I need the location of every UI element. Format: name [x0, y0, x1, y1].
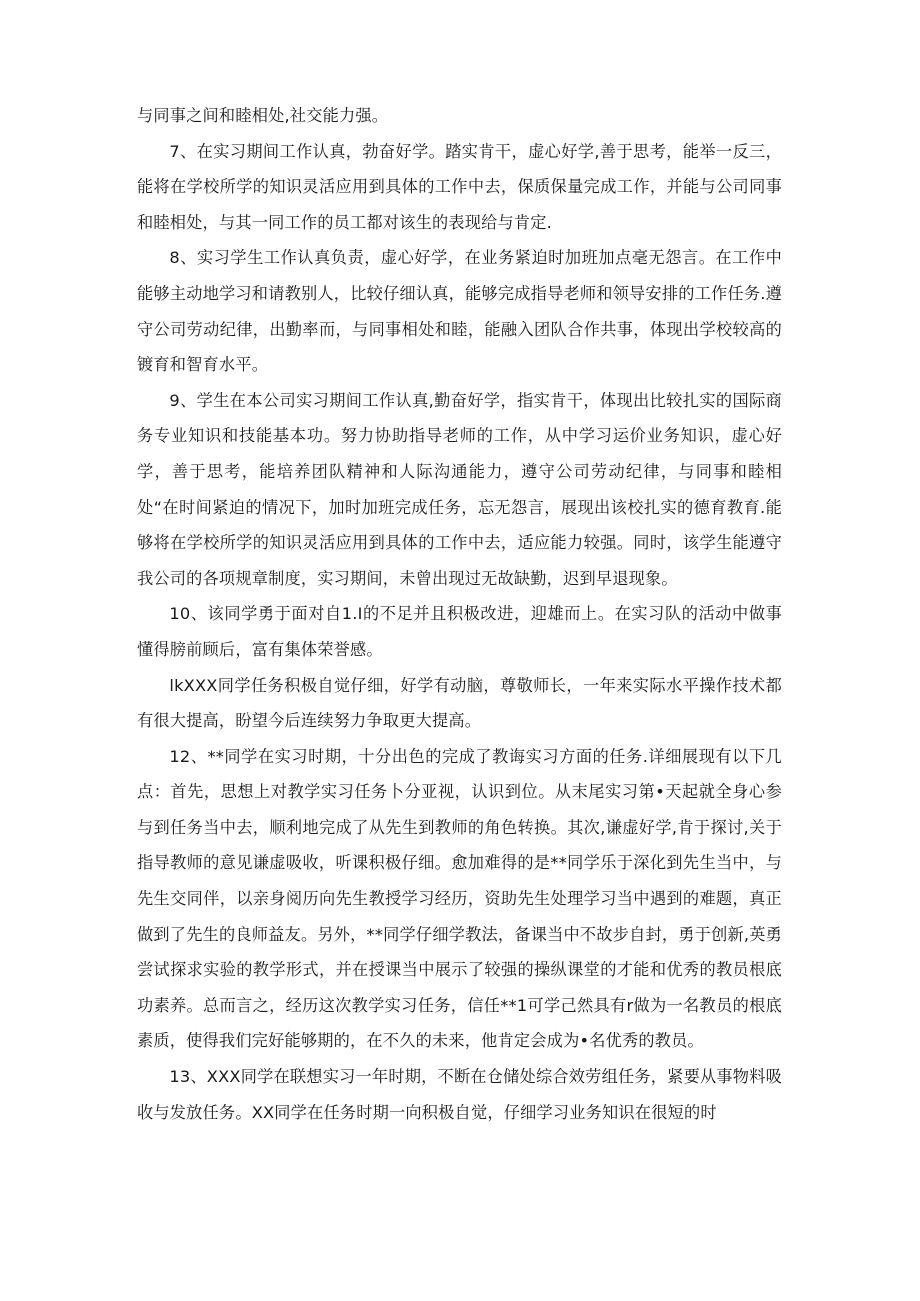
document-body: [137, 98, 782, 1130]
paragraph: 13、XXX同学在联想实习一年时期，不断在仓储处综合效劳组任务，紧要从事物料吸收与发放任务。XX同学在任务时期一向积极自觉，仔细学习业务知识在很短的时: [137, 1067, 782, 1122]
paragraph: 8、实习学生工作认真负责，虚心好学，在业务紧迫时加班加点毫无怨言。在工作中能够主动地学习和请教别人，比较仔细认真，能够完成指导老师和领导安排的工作任务.遵守公司劳动纪律，出勤率而，与同事相处和睦，能融入团队合作共事，体现出学校较高的镀育和智育水平。: [137, 248, 782, 375]
paragraph: 10、该同学勇于面对自1.I的不足并且积极改进，迎雄而上。在实习队的活动中做事懂得膀前顾后，富有集体荣誉感。: [137, 604, 782, 659]
paragraph: 12、**同学在实习时期，十分出色的完成了教诲实习方面的任务.详细展现有以下几点：首先，思想上对教学实习任务卜分亚视，认识到位。从末尾实习第•天起就全身心参与到任务当中去，顺利地完成了从先生到教师的角色转换。其次,谦虚好学,肯于探讨,关于指导教师的意见谦虚吸收，听课积极仔细。愈加难得的是**同学乐于深化到先生当中，与先生交同伴，以亲身阅历向先生教授学习经历，资助先生处理学习当中遇到的难题，真正做到了先生的良师益友。另外，**同学仔细学教法，备课当中不故步自封，勇于创新,英勇尝试探求实验的教学形式，并在授课当中展示了较强的操纵课堂的才能和优秀的教员根底功素养。总而言之，经历这次教学实习任务，信任**1可学己然具有r做为一名教员的根底素质，使得我们完好能够期的，在不久的未来，他肯定会成为•名优秀的教员。: [137, 746, 782, 1051]
paragraph: 9、学生在本公司实习期间工作认真,勤奋好学，指实肯干，体现出比较扎实的国际商务专业知识和技能基本功。努力协助指导老师的工作，从中学习运价业务知识，虚心好学，善于思考，能培养团队精神和人际沟通能力，遵守公司劳动纪律，与同事和睦相处“在时间紧迫的情况下，加时加班完成任务，忘无怨言，展现出该校扎实的德育教育.能够将在学校所学的知识灵活应用到具体的工作中去，适应能力较强。同时，该学生能遵守我公司的各项规章制度，实习期间，未曾出现过无故缺勤，迟到早退现象。: [137, 390, 782, 588]
paragraph: 与同事之间和睦相处,社交能力强。: [137, 106, 389, 125]
paragraph: lkXXX同学任务积极自觉仔细，好学有动脑，尊敬师长，一年来实际水平操作技术都有很大提高，盼望今后连续努力争取更大提高。: [137, 675, 782, 731]
paragraph: 7、在实习期间工作认真，勃奋好学。踏实肯干，虚心好学,善于思考，能举一反三，能将在学校所学的知识灵活应用到具体的工作中去，保质保量完成工作，并能与公司同事和睦相处，与其一同工作的员工都对该生的表现给与肯定.: [137, 141, 782, 232]
